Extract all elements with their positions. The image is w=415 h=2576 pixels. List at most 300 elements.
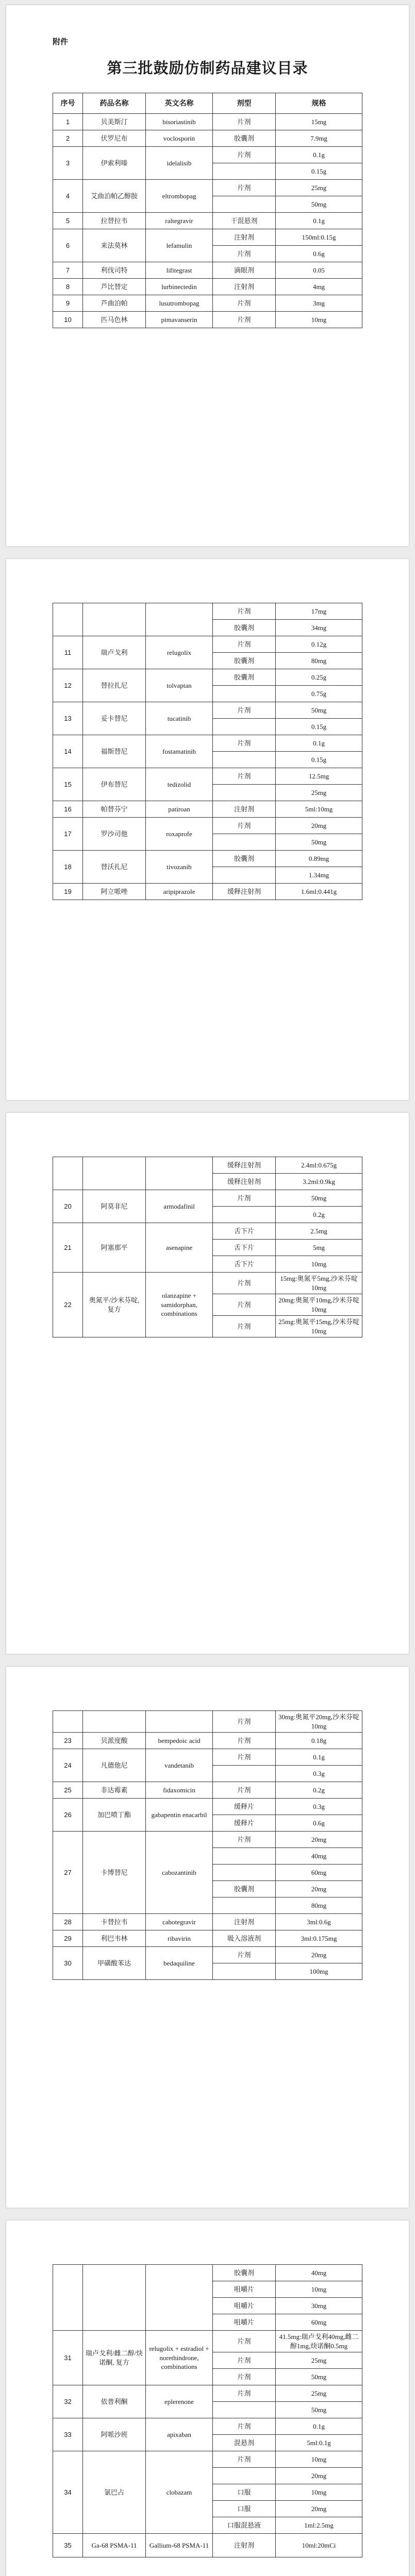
cell-dosage-form: 胶囊剂: [213, 1881, 276, 1897]
cell-english-name: gabapentin enacarbil: [146, 1799, 213, 1832]
cell-drug-name: 阿立哌唑: [83, 884, 146, 900]
cell-specification: 25mg: [276, 180, 362, 196]
cell-specification: 20mg: [276, 818, 362, 834]
cell-specification: 30mg: [276, 2298, 362, 2314]
cell-dosage-form: 胶囊剂: [213, 2265, 276, 2281]
cell-english-name: eltrombopag: [146, 180, 213, 213]
table-row: [53, 2385, 362, 2402]
cell-dosage-form: 片剂: [213, 2418, 276, 2435]
cell-dosage-form: 胶囊剂: [213, 130, 276, 147]
cell-drug-name: 罗沙司他: [83, 818, 146, 851]
cell-number: 6: [53, 229, 83, 262]
cell-dosage-form: [213, 719, 276, 735]
table-row: [53, 2451, 362, 2468]
cell-english-name: cabozantinib: [146, 1832, 213, 1914]
cell-dosage-form: [213, 1848, 276, 1865]
table-row: [53, 669, 362, 686]
table-row: [53, 1930, 362, 1947]
cell-specification: 4mg: [276, 279, 362, 295]
cell-dosage-form: 干混悬剂: [213, 213, 276, 229]
cell-english-name: asenapine: [146, 1223, 213, 1273]
cell-specification: 60mg: [276, 2314, 362, 2331]
cell-number: 18: [53, 851, 83, 884]
cell-drug-name: 替拉扎尼: [83, 669, 146, 702]
cell-dosage-form: 片剂: [213, 180, 276, 196]
cell-drug-name: 拉替拉韦: [83, 213, 146, 229]
cell-dosage-form: 片剂: [213, 1749, 276, 1766]
cell-specification: 30mg:奥氮平20mg,沙米芬啶10mg: [276, 1711, 362, 1733]
cell-english-name: [146, 2265, 213, 2331]
cell-specification: 50mg: [276, 834, 362, 851]
cell-dosage-form: [213, 752, 276, 768]
cell-dosage-form: [213, 785, 276, 801]
cell-english-name: [146, 603, 213, 636]
cell-dosage-form: 舌下片: [213, 1223, 276, 1240]
header-form: 剂型: [213, 93, 276, 114]
table-row: [53, 1733, 362, 1749]
table-row: [53, 1157, 362, 1174]
cell-dosage-form: 片剂: [213, 147, 276, 163]
cell-specification: 1.6ml:0.441g: [276, 884, 362, 900]
cell-specification: 25mg: [276, 785, 362, 801]
cell-english-name: apixaban: [146, 2418, 213, 2451]
cell-english-name: fostamatinib: [146, 735, 213, 768]
cell-drug-name: 依普利酮: [83, 2385, 146, 2418]
cell-english-name: tucatinib: [146, 702, 213, 735]
cell-specification: 50mg: [276, 702, 362, 719]
cell-dosage-form: 片剂: [213, 114, 276, 130]
table-row: [53, 851, 362, 867]
cell-dosage-form: 胶囊剂: [213, 620, 276, 636]
cell-dosage-form: 缓释注射剂: [213, 884, 276, 900]
cell-specification: 0.12g: [276, 636, 362, 653]
cell-drug-name: 利巴韦林: [83, 1930, 146, 1947]
table-row: [53, 818, 362, 834]
cell-specification: 0.1g: [276, 1749, 362, 1766]
cell-english-name: Gallium-68 PSMA-11: [146, 2534, 213, 2557]
cell-number: 2: [53, 130, 83, 147]
cell-specification: 50mg: [276, 1190, 362, 1207]
cell-specification: 1ml:2.5mg: [276, 2517, 362, 2534]
drug-table: [53, 93, 362, 328]
cell-drug-name: 伊索利嗪: [83, 147, 146, 180]
cell-specification: 0.2g: [276, 1782, 362, 1799]
cell-dosage-form: 胶囊剂: [213, 653, 276, 669]
cell-specification: 5ml:0.1g: [276, 2435, 362, 2451]
cell-specification: 10mg: [276, 2281, 362, 2298]
cell-specification: 0.15g: [276, 163, 362, 180]
cell-dosage-form: 吸入溶液剂: [213, 1930, 276, 1947]
cell-dosage-form: 片剂: [213, 735, 276, 752]
cell-dosage-form: 片剂: [213, 246, 276, 262]
cell-number: 8: [53, 279, 83, 295]
cell-number: 23: [53, 1733, 83, 1749]
cell-english-name: voclosporin: [146, 130, 213, 147]
cell-dosage-form: 胶囊剂: [213, 669, 276, 686]
table-row: [53, 147, 362, 163]
cell-english-name: [146, 1157, 213, 1190]
cell-dosage-form: 片剂: [213, 1190, 276, 1207]
cell-specification: 0.3g: [276, 1799, 362, 1815]
cell-dosage-form: 片剂: [213, 818, 276, 834]
table-row: [53, 312, 362, 328]
cell-dosage-form: 缓释片: [213, 1799, 276, 1815]
document-page: [6, 5, 409, 546]
cell-dosage-form: 缓释片: [213, 1815, 276, 1832]
cell-english-name: armodafinil: [146, 1190, 213, 1223]
cell-drug-name: 替沃扎尼: [83, 851, 146, 884]
cell-specification: 150ml:0.15g: [276, 229, 362, 246]
cell-specification: 40mg: [276, 1848, 362, 1865]
cell-english-name: lifitegrast: [146, 262, 213, 279]
cell-dosage-form: 缓释注射剂: [213, 1157, 276, 1174]
cell-specification: 0.6g: [276, 1815, 362, 1832]
cell-drug-name: 甲磺酸苯达: [83, 1947, 146, 1980]
cell-specification: 0.1g: [276, 2418, 362, 2435]
cell-dosage-form: 口服: [213, 2484, 276, 2501]
cell-drug-name: 卡替拉韦: [83, 1914, 146, 1930]
cell-specification: 0.18g: [276, 1733, 362, 1749]
cell-specification: 20mg: [276, 1881, 362, 1897]
cell-english-name: bempedoic acid: [146, 1733, 213, 1749]
cell-number: 21: [53, 1223, 83, 1273]
cell-specification: 17mg: [276, 603, 362, 620]
table-row: [53, 2534, 362, 2557]
cell-specification: 25mg: [276, 2385, 362, 2402]
cell-drug-name: 来法莫林: [83, 229, 146, 262]
cell-dosage-form: 片剂: [213, 636, 276, 653]
cell-drug-name: 加巴喷丁酯: [83, 1799, 146, 1832]
cell-drug-name: [83, 603, 146, 636]
cell-number: 25: [53, 1782, 83, 1799]
cell-specification: 3mg: [276, 295, 362, 312]
cell-number: 32: [53, 2385, 83, 2418]
cell-number: [53, 2265, 83, 2331]
cell-specification: 80mg: [276, 1897, 362, 1914]
cell-drug-name: 瑞卢戈利/雌二醇/炔诺酮, 复方: [83, 2331, 146, 2385]
cell-dosage-form: [213, 196, 276, 213]
cell-number: 7: [53, 262, 83, 279]
cell-drug-name: 艾曲泊帕乙醇胺: [83, 180, 146, 213]
cell-specification: 0.15g: [276, 719, 362, 735]
cell-english-name: patiroan: [146, 801, 213, 818]
cell-specification: 0.2g: [276, 1207, 362, 1223]
table-row: [53, 279, 362, 295]
appendix-label: 附件: [53, 38, 69, 46]
cell-number: 28: [53, 1914, 83, 1930]
cell-specification: 0.89mg: [276, 851, 362, 867]
cell-specification: 7.9mg: [276, 130, 362, 147]
cell-specification: 10mg: [276, 312, 362, 328]
table-row: [53, 735, 362, 752]
cell-drug-name: Ga-68 PSMA-11: [83, 2534, 146, 2557]
cell-number: 27: [53, 1832, 83, 1914]
table-row: [53, 130, 362, 147]
cell-number: 33: [53, 2418, 83, 2451]
cell-english-name: roxaprofe: [146, 818, 213, 851]
cell-drug-name: 非达霉素: [83, 1782, 146, 1799]
cell-specification: 20mg: [276, 1947, 362, 1963]
cell-specification: 50mg: [276, 196, 362, 213]
cell-drug-name: 芦曲泊帕: [83, 295, 146, 312]
cell-specification: 2.5mg: [276, 1223, 362, 1240]
cell-english-name: pimavanserin: [146, 312, 213, 328]
cell-specification: 40mg: [276, 2265, 362, 2281]
cell-specification: 10mg: [276, 2484, 362, 2501]
cell-number: 31: [53, 2331, 83, 2385]
cell-dosage-form: 片剂: [213, 1316, 276, 1337]
cell-specification: 0.25g: [276, 669, 362, 686]
cell-specification: 1.34mg: [276, 867, 362, 884]
cell-number: 14: [53, 735, 83, 768]
cell-dosage-form: 注射剂: [213, 1914, 276, 1930]
cell-drug-name: 匹马色林: [83, 312, 146, 328]
cell-number: 12: [53, 669, 83, 702]
cell-specification: 10mg: [276, 1256, 362, 1273]
cell-number: [53, 1157, 83, 1190]
table-row: [53, 1223, 362, 1240]
cell-dosage-form: [213, 686, 276, 702]
cell-dosage-form: [213, 1207, 276, 1223]
cell-dosage-form: [213, 1865, 276, 1881]
cell-specification: 20mg: [276, 2501, 362, 2517]
cell-specification: 0.3g: [276, 1766, 362, 1782]
cell-english-name: fidaxomicin: [146, 1782, 213, 1799]
cell-english-name: tolvaptan: [146, 669, 213, 702]
cell-dosage-form: 片剂: [213, 295, 276, 312]
drug-table: [53, 603, 362, 900]
cell-number: 26: [53, 1799, 83, 1832]
cell-dosage-form: 片剂: [213, 1273, 276, 1294]
cell-dosage-form: 咀嚼片: [213, 2298, 276, 2314]
table-row: [53, 636, 362, 653]
cell-dosage-form: 口服: [213, 2501, 276, 2517]
cell-english-name: lefamulin: [146, 229, 213, 262]
cell-drug-name: [83, 1157, 146, 1190]
cell-english-name: ribavirin: [146, 1930, 213, 1947]
cell-number: 29: [53, 1930, 83, 1947]
document-page: [6, 559, 409, 1100]
cell-specification: 0.6g: [276, 246, 362, 262]
header-spec: 规格: [276, 93, 362, 114]
cell-specification: 0.1g: [276, 735, 362, 752]
table-row: [53, 2265, 362, 2281]
cell-specification: 41.5mg:瑞卢戈利40mg,雌二醇1mg,炔诺酮0.5mg: [276, 2331, 362, 2352]
cell-dosage-form: [213, 2468, 276, 2484]
cell-specification: 10ml:20mCi: [276, 2534, 362, 2557]
cell-specification: 0.1g: [276, 213, 362, 229]
cell-number: 5: [53, 213, 83, 229]
table-row: [53, 2331, 362, 2352]
cell-specification: 3.2ml:0.9kg: [276, 1174, 362, 1190]
cell-number: [53, 603, 83, 636]
cell-specification: 5ml:10mg: [276, 801, 362, 818]
cell-dosage-form: [213, 1897, 276, 1914]
cell-dosage-form: [213, 163, 276, 180]
table-row: [53, 1190, 362, 1207]
cell-english-name: eplerenone: [146, 2385, 213, 2418]
cell-dosage-form: [213, 867, 276, 884]
cell-specification: 50mg: [276, 2369, 362, 2385]
cell-drug-name: 伊布替尼: [83, 768, 146, 801]
cell-dosage-form: [213, 834, 276, 851]
cell-english-name: [146, 1711, 213, 1733]
cell-english-name: vandetanib: [146, 1749, 213, 1782]
cell-number: 15: [53, 768, 83, 801]
cell-number: 30: [53, 1947, 83, 1980]
cell-specification: 20mg: [276, 1832, 362, 1848]
cell-specification: 12.5mg: [276, 768, 362, 785]
cell-dosage-form: [213, 1963, 276, 1980]
cell-dosage-form: 片剂: [213, 1733, 276, 1749]
cell-number: 20: [53, 1190, 83, 1223]
cell-drug-name: 阿塞那平: [83, 1223, 146, 1273]
table-row: [53, 1782, 362, 1799]
table-row: [53, 229, 362, 246]
table-row: [53, 1914, 362, 1930]
table-row: [53, 603, 362, 620]
table-row: [53, 2418, 362, 2435]
cell-english-name: bedaquiline: [146, 1947, 213, 1980]
cell-english-name: idelalisib: [146, 147, 213, 180]
cell-dosage-form: 片剂: [213, 1782, 276, 1799]
cell-english-name: cabotegravir: [146, 1914, 213, 1930]
cell-dosage-form: 注射剂: [213, 801, 276, 818]
cell-number: 17: [53, 818, 83, 851]
table-row: [53, 1947, 362, 1963]
cell-number: [53, 1711, 83, 1733]
cell-dosage-form: 混悬剂: [213, 2435, 276, 2451]
cell-english-name: clobazam: [146, 2451, 213, 2534]
cell-dosage-form: 注射剂: [213, 2534, 276, 2557]
cell-number: 35: [53, 2534, 83, 2557]
cell-english-name: olanzapine + samidorphan, combinations: [146, 1273, 213, 1337]
cell-number: 24: [53, 1749, 83, 1782]
cell-drug-name: 阿莫非尼: [83, 1190, 146, 1223]
cell-number: 1: [53, 114, 83, 130]
table-row: [53, 114, 362, 130]
cell-drug-name: 帕替芬宁: [83, 801, 146, 818]
cell-specification: 25mg:奥氮平15mg,沙米芬啶10mg: [276, 1316, 362, 1337]
table-row: [53, 180, 362, 196]
cell-drug-name: 奥氮平/沙米芬啶, 复方: [83, 1273, 146, 1337]
cell-specification: 0.75g: [276, 686, 362, 702]
cell-specification: 60mg: [276, 1865, 362, 1881]
drug-table: [53, 2264, 362, 2557]
cell-drug-name: 利伐司特: [83, 262, 146, 279]
table-row: [53, 1749, 362, 1766]
table-row: [53, 702, 362, 719]
cell-english-name: lusutrombopag: [146, 295, 213, 312]
cell-specification: 80mg: [276, 653, 362, 669]
cell-drug-name: 芦比替定: [83, 279, 146, 295]
cell-specification: 20mg: [276, 2468, 362, 2484]
cell-drug-name: 凡德他尼: [83, 1749, 146, 1782]
cell-dosage-form: 咀嚼片: [213, 2281, 276, 2298]
cell-number: 13: [53, 702, 83, 735]
cell-dosage-form: 片剂: [213, 2331, 276, 2352]
cell-dosage-form: 口服混悬液: [213, 2517, 276, 2534]
cell-drug-name: 卡博替尼: [83, 1832, 146, 1914]
document-page: [6, 2221, 409, 2576]
cell-number: 3: [53, 147, 83, 180]
cell-drug-name: 福斯替尼: [83, 735, 146, 768]
cell-english-name: relugolix: [146, 636, 213, 669]
table-row: [53, 295, 362, 312]
cell-dosage-form: 注射剂: [213, 279, 276, 295]
cell-drug-name: 妥卡替尼: [83, 702, 146, 735]
cell-dosage-form: [213, 2402, 276, 2418]
cell-dosage-form: 滴眼剂: [213, 262, 276, 279]
cell-number: 34: [53, 2451, 83, 2534]
cell-number: 11: [53, 636, 83, 669]
cell-drug-name: 阿哌沙班: [83, 2418, 146, 2451]
cell-dosage-form: 咀嚼片: [213, 2314, 276, 2331]
cell-number: 9: [53, 295, 83, 312]
cell-specification: 20mg:奥氮平10mg,沙米芬啶10mg: [276, 1294, 362, 1316]
document-page: [6, 1667, 409, 2208]
cell-specification: 3ml:0.6g: [276, 1914, 362, 1930]
table-row: [53, 1799, 362, 1815]
table-row: [53, 884, 362, 900]
cell-english-name: relugolix + estradiol + norethindrone, combinations: [146, 2331, 213, 2385]
cell-number: 4: [53, 180, 83, 213]
cell-number: 19: [53, 884, 83, 900]
cell-dosage-form: 舌下片: [213, 1240, 276, 1256]
cell-dosage-form: 片剂: [213, 1947, 276, 1963]
cell-specification: 0.05: [276, 262, 362, 279]
cell-dosage-form: 片剂: [213, 312, 276, 328]
cell-drug-name: 瑞卢戈利: [83, 636, 146, 669]
cell-english-name: lurbinectedin: [146, 279, 213, 295]
table-row: [53, 1832, 362, 1848]
table-row: [53, 801, 362, 818]
table-header-row: [53, 93, 362, 114]
cell-dosage-form: 片剂: [213, 702, 276, 719]
cell-specification: 5mg: [276, 1240, 362, 1256]
drug-table: [53, 1710, 362, 1980]
cell-drug-name: 伏罗尼布: [83, 130, 146, 147]
cell-dosage-form: 胶囊剂: [213, 851, 276, 867]
table-row: [53, 213, 362, 229]
cell-dosage-form: 片剂: [213, 2352, 276, 2369]
cell-dosage-form: 片剂: [213, 2369, 276, 2385]
cell-dosage-form: 片剂: [213, 603, 276, 620]
cell-drug-name: 贝派度酸: [83, 1733, 146, 1749]
cell-dosage-form: [213, 1766, 276, 1782]
cell-english-name: tedizolid: [146, 768, 213, 801]
cell-drug-name: [83, 2265, 146, 2331]
cell-specification: 10mg: [276, 2451, 362, 2468]
page-title: 第三批鼓励仿制药品建议目录: [107, 60, 308, 77]
cell-specification: 0.1g: [276, 147, 362, 163]
cell-english-name: aripiprazole: [146, 884, 213, 900]
cell-specification: 15mg: [276, 114, 362, 130]
cell-dosage-form: 片剂: [213, 2385, 276, 2402]
cell-drug-name: 氯巴占: [83, 2451, 146, 2534]
cell-specification: 2.4ml:0.675g: [276, 1157, 362, 1174]
cell-dosage-form: 片剂: [213, 1711, 276, 1733]
cell-specification: 0.15g: [276, 752, 362, 768]
cell-dosage-form: 舌下片: [213, 1256, 276, 1273]
header-cn-name: 药品名称: [83, 93, 146, 114]
cell-specification: 34mg: [276, 620, 362, 636]
cell-specification: 50mg: [276, 2402, 362, 2418]
table-row: [53, 262, 362, 279]
document-page: [6, 1113, 409, 1654]
cell-number: 16: [53, 801, 83, 818]
cell-number: 10: [53, 312, 83, 328]
